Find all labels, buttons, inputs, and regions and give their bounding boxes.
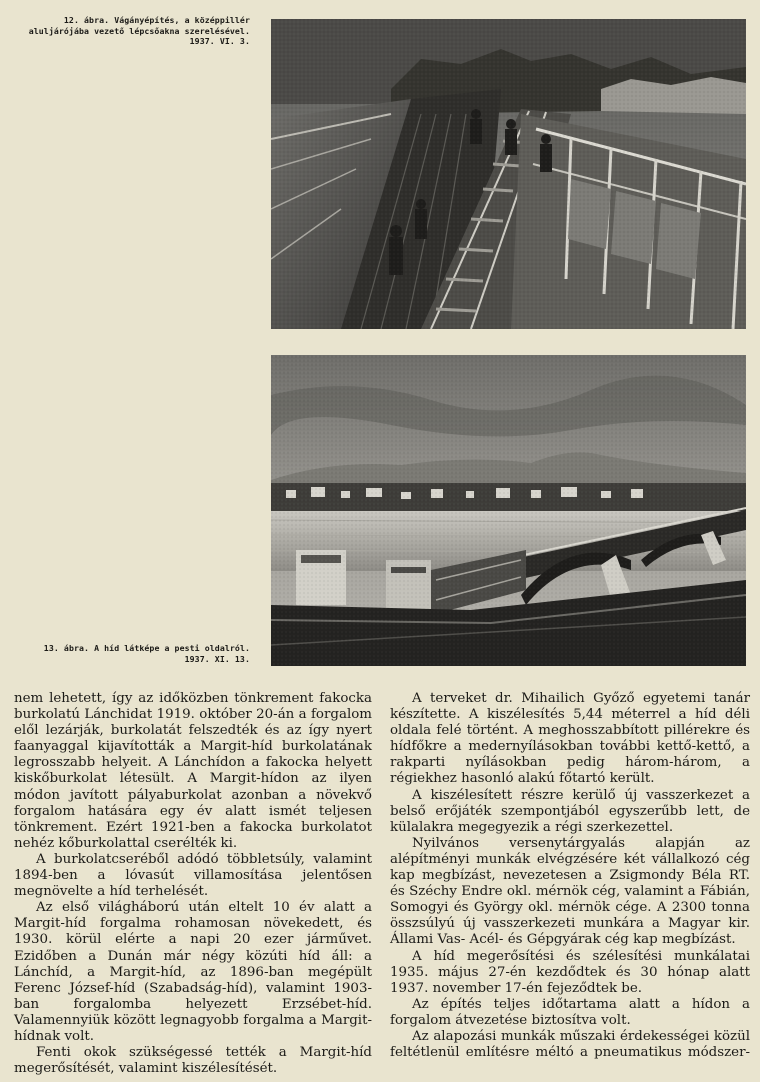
paragraph: Nyilvános versenytárgyalás alapján az alépítményi munkák elvégzésére két vállalkozó cég kap megbízást, nevezetesen a Zsigmondy Béla RT. és Széchy Endre okl. mérnök cég, valamint a Fábián, Somogyi és György okl. mérnök cége. A 2300 tonna összsúlyú új vasszerkezeti munkára a Magyar kir. Állami Vas- Acél- és Gépgyárak cég kap megbízást. — [390, 835, 750, 948]
paragraph: nem lehetett, így az időközben tönkrement fakocka burkolatú Lánchidat 1919. október 20-án a forgalom elől lezárják, burkolatát felszedték és az így nyert faanyaggal kijavították a Margit-híd burkolatának legrosszabb helyeit. A Lánchídon a fakocka helyett kiskőburkolat létesült. A Margit-hídon az ilyen módon javított pályaburkolat azonban a növekvő forgalom hatására egy év alatt ismét teljesen tönkrement. Ezért 1921-ben a fakocka burkolatot nehéz kőburkolattal cserélték ki. — [14, 691, 372, 851]
figure-13-caption — [14, 643, 250, 664]
figure-12-photo — [271, 19, 746, 329]
paragraph: A kiszélesített részre kerülő új vasszerkezet a belső erőjáték szempontjából egyszerűbb lett, de külalakra megegyezik a régi szerkezettel. — [390, 787, 750, 835]
figure-12-caption — [14, 15, 250, 47]
bridge-view-photo — [271, 355, 746, 666]
paragraph: Az alapozási munkák műszaki érdekességei közül feltétlenül említésre méltó a pneumatikus módszer- — [390, 1028, 750, 1061]
paragraph: Az első világháború után eltelt 10 év alatt a Margit-híd forgalma rohamosan növekedett, és 1930. körül elérte a napi 20 ezer járművet. Ezidőben a Dunán már négy közúti híd áll: a Lánchíd, a Margit-híd, az 1896-ban megépült Ferenc József-híd (Szabadság-híd), valamint 1903-ban forgalomba helyezett Erzsébet-híd. Valamennyiük között legnagyobb forgalma a Margit-hídnak volt. — [14, 900, 372, 1044]
left-text-column — [14, 691, 372, 1077]
track-construction-photo — [271, 19, 746, 329]
caption-line: 1937. VI. 3. — [189, 36, 250, 46]
paragraph: A terveket dr. Mihailich Győző egyetemi tanár készítette. A kiszélesítés 5,44 méterrel a híd déli oldala felé történt. A meghosszabbított pillérekre és hídfőkre a medernyílásokban további kettő-kettő, a rakparti nyílásokban pedig három-három, a régiekhez hasonló alakú főtartó került. — [390, 691, 750, 787]
paragraph: Fenti okok szükségessé tették a Margit-híd megerősítését, valamint kiszélesítését. — [14, 1045, 372, 1077]
caption-line: aluljárójába vezető lépcsőakna szerelésével. — [28, 25, 250, 36]
paragraph: Az építés teljes időtartama alatt a hídon a forgalom átvezetése biztosítva volt. — [390, 996, 750, 1028]
caption-line: 13. ábra. A híd látképe a pesti oldalról. — [43, 643, 250, 653]
caption-line: 1937. XI. 13. — [184, 653, 250, 664]
paragraph: A híd megerősítési és szélesítési munkálatai 1935. május 27-én kezdődtek és 30 hónap alatt 1937. november 17-én fejeződtek be. — [390, 948, 750, 996]
paragraph: A burkolatcseréből adódó többletsúly, valamint 1894-ben a lóvasút villamosítása jelentősen megnövelte a híd terhelését. — [14, 851, 372, 900]
caption-line: 12. ábra. Vágányépítés, a középpillér — [63, 15, 250, 25]
figure-13-photo — [271, 355, 746, 666]
right-text-column — [390, 691, 750, 1061]
